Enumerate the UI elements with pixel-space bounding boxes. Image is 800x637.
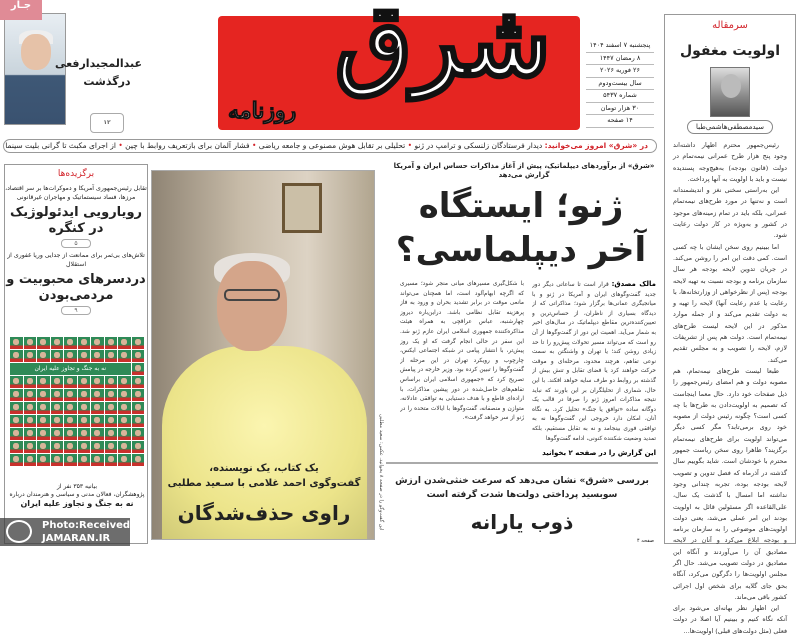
signatory-portrait xyxy=(105,402,118,414)
page-ref: صفحه ۴ xyxy=(637,538,654,544)
signatory-portrait xyxy=(37,415,50,427)
signatory-portrait xyxy=(10,441,23,453)
feature-photo xyxy=(151,170,375,540)
signatory-portrait xyxy=(64,337,77,349)
issue-number: شماره ۵۴۳۷ xyxy=(586,90,654,103)
in-this-issue-ticker: در «شرق» امروز می‌خوانید: دیدار فرستادگان زلنسکی و ترامپ در ژنو • تحلیلی بر تقابل هوش مصنوعی و جامعه ریاضی • فشار آلمان برای بازتعریف روابط با چین • از اجرای مکبث تا گرانی بلیت سینما xyxy=(3,139,657,153)
signatory-portrait xyxy=(118,389,131,401)
ticker-item[interactable]: از اجرای مکبث تا گرانی بلیت سینما xyxy=(5,141,116,150)
signatory-portrait xyxy=(105,337,118,349)
lead-headline[interactable]: ژنو؛ ایستگاه آخر دیپلماسی؟ xyxy=(395,186,647,270)
lead-column-2: با شکل‌گیری مسیرهای میانی منجر شود؛ مسیری که اگرچه ابهام‌آلود است، اما همچنان می‌تواند مانعی موقت در برابر تشدید بحران و ورود به فاز پرهزینه تقابل نظامی باشد. دراین‌باره دیروز چهارشنبه، عباس عراقچی به همراه هیئت مذاکره‌کننده جمهوری اسلامی ایران عازم ژنو شد. این سفر در حالی انجام گرفت که او یک روز پیش‌تر، با انتشار پیامی در شبکه اجتماعی ایکس، چارچوب و رویکرد تهران در این مرحله از گفت‌وگوها را تبیین کرده بود. وزیر خارجه در پیامش تصریح کرد که «جمهوری اسلامی ایران براساس تفاهم‌های حاصل‌شده در دور پیشین مذاکرات، با اراده‌ای قاطع و با هدف دستیابی به توافقی عادلانه، متوازن و منصفانه، گفت‌وگوها با ایالات متحده را در ژنو از سر خواهد گرفت». xyxy=(400,281,524,422)
page-ref: ۱۲ xyxy=(90,113,124,133)
signatory-portrait xyxy=(64,441,77,453)
lead-body xyxy=(400,280,656,446)
editorial-kicker: سرمقاله xyxy=(712,20,748,31)
signatory-portrait xyxy=(132,389,145,401)
signatory-portrait xyxy=(64,415,77,427)
signatory-portrait xyxy=(78,454,91,466)
date-persian: پنجشنبه ۷ اسفند ۱۴۰۴ xyxy=(586,40,654,53)
author-photo xyxy=(710,67,750,117)
signatory-portrait xyxy=(105,376,118,388)
signatory-portrait xyxy=(51,454,64,466)
signatory-portrait xyxy=(24,389,37,401)
signatory-portrait xyxy=(78,428,91,440)
signatory-portrait xyxy=(10,389,23,401)
issue-date-block xyxy=(586,40,654,128)
signatory-portrait xyxy=(24,376,37,388)
page-ref: ۹ xyxy=(61,306,91,315)
signatory-portrait xyxy=(78,350,91,362)
signatory-portrait xyxy=(105,441,118,453)
signatory-portrait xyxy=(105,428,118,440)
ticker-item[interactable]: تحلیلی بر تقابل هوش مصنوعی و جامعه ریاضی xyxy=(258,141,406,150)
highlights-kicker: برگزیده‌ها xyxy=(57,169,95,179)
signatory-portrait xyxy=(91,389,104,401)
signatory-portrait xyxy=(78,402,91,414)
editorial-column xyxy=(664,14,796,635)
signatory-portrait xyxy=(132,428,145,440)
signatory-portrait xyxy=(24,454,37,466)
signatory-portrait xyxy=(37,454,50,466)
signatory-portrait xyxy=(51,428,64,440)
ticker-item[interactable]: فشار آلمان برای بازتعریف روابط با چین xyxy=(125,141,250,150)
signatory-portrait xyxy=(91,428,104,440)
signatory-portrait xyxy=(132,376,145,388)
signatory-portrait xyxy=(78,376,91,388)
signatory-portrait xyxy=(132,441,145,453)
editorial-title[interactable]: اولویت مغفول xyxy=(679,43,781,59)
signatory-portrait xyxy=(118,402,131,414)
watermark: Photo:Received JAMARAN.IR xyxy=(0,518,130,546)
signatory-portrait xyxy=(37,376,50,388)
lead-byline: مالک مصدق: xyxy=(611,280,656,288)
masthead-logo: شرق روزنامه xyxy=(218,16,580,130)
lead-kicker: «شرق» از برآوردهای دیپلماتیک، پیش از آغاز مذاکرات حساس ایران و آمریکا گزارش می‌دهد xyxy=(393,162,655,179)
signatory-portrait xyxy=(37,441,50,453)
signatory-portrait xyxy=(10,415,23,427)
signatory-portrait xyxy=(91,337,104,349)
signatory-portrait xyxy=(105,415,118,427)
date-hijri: ۸ رمضان ۱۴۴۷ xyxy=(586,53,654,66)
signatory-portrait xyxy=(37,350,50,362)
subsidy-story xyxy=(386,462,658,546)
highlights-column: برگزیده‌ها تقابل رئیس‌جمهوری آمریکا و دموکرات‌ها بر سر اقتصاد، مرزها، فساد سیستماتیک و مهاجران غیرقانونی رویارویی ایدئولوژیک در کنگره ۵ تلاش‌های بی‌ثمر برای ممانعت از جدایی وریا غفوری از استقلال دردسرهای محبوبیت و مردمی‌بودن ۹ نه به جنگ و تجاوز علیه ایران بیانیه ۳۵۳ نفر از پژوهشگران، فعالان مدنی و سیاسی و هنرمندان درباره نه به جنگ و تجاوز علیه ایران xyxy=(4,164,148,544)
signatory-portrait xyxy=(24,350,37,362)
signatory-portrait xyxy=(64,376,77,388)
signatory-portrait xyxy=(105,350,118,362)
signatory-portrait xyxy=(10,337,23,349)
signatory-portrait xyxy=(37,337,50,349)
signatory-portrait xyxy=(118,454,131,466)
signatory-portrait xyxy=(51,389,64,401)
feature-kicker: یک کتاب، یک نویسنده، گفت‌وگوی احمد غلامی با سـعید مطلبی xyxy=(167,463,361,489)
subsidy-kicker: بررسی «شرق» نشان می‌دهد که سرعت خنثی‌شدن ارزش سوبسید پرداختی دولت‌ها شدت گرفته است xyxy=(395,476,649,500)
signatory-portrait xyxy=(51,441,64,453)
highlight-headline-1[interactable]: رویارویی ایدئولوژیک در کنگره xyxy=(9,205,143,236)
signatory-portrait xyxy=(37,428,50,440)
signatory-portrait xyxy=(78,389,91,401)
signatory-portrait xyxy=(51,350,64,362)
signatory-portrait xyxy=(132,337,145,349)
obituary-headline[interactable]: عبدالمجیدارفعی درگذشت ۱۲ xyxy=(72,55,142,133)
signatory-portrait xyxy=(91,441,104,453)
feature-headline[interactable]: راوی حذف‌شدگان xyxy=(177,501,351,525)
subsidy-headline[interactable]: ذوب یارانه xyxy=(470,510,574,534)
signatory-portrait xyxy=(118,337,131,349)
signatory-portrait xyxy=(10,428,23,440)
page-count: ۱۴ صفحه xyxy=(586,115,654,128)
signatories-photo-grid xyxy=(10,337,144,466)
author-name: سیدمصطفی‌هاشمی‌طبا xyxy=(687,120,773,134)
signatory-portrait xyxy=(37,402,50,414)
photo-credit: این گفت‌وگو را در صفحه ۸ بخوانید. عکس: سعید مطلبی xyxy=(378,413,384,530)
signatory-portrait xyxy=(91,376,104,388)
signatory-portrait xyxy=(51,337,64,349)
signatory-portrait xyxy=(24,415,37,427)
lead-column-1: مالک مصدق: قرار است تا ساعاتی دیگر دور جدید گفت‌وگوهای ایران و آمریکا در ژنو و با میانجیگری عمانی‌ها برگزار شود؛ مذاکراتی که از دیدگاه بسیاری از ناظران، از حساس‌ترین و تعیین‌کننده‌ترین مقاطع دیپلماتیک در سال‌های اخیر به شمار می‌آید. اهمیت این دور از گفت‌وگوها از آن رو است که می‌تواند مسیر تحولات پیش‌رو را تا حد زیادی روشن کند؛ یا تهران و واشنگتن به سمت نوعی تفاهم، هرچند محدود، مرحله‌ای و موقت حرکت خواهند کرد یا فضای تقابل و تنش بیش از گذشته بر روابط دو طرف سایه خواهد افکند. با این حال، شماری از تحلیلگران بر این باورند که نباید نتیجه مذاکرات امروز ژنو را صرفا در قالب یک دوگانه ساده «توافق یا جنگ» تحلیل کرد. به نگاه آنان، امکان دارد خروجی این گفت‌وگوها نه به توافقی فوری بینجامد و نه به تقابل مستقیم، بلکه تمدید وضعیت شکننده کنونی، ادامه گفت‌وگوها xyxy=(532,280,656,442)
signatory-portrait xyxy=(132,454,145,466)
signatory-portrait xyxy=(51,376,64,388)
signatory-portrait xyxy=(91,402,104,414)
signatory-portrait xyxy=(64,350,77,362)
signatory-portrait xyxy=(51,415,64,427)
signatory-portrait xyxy=(64,389,77,401)
signatory-portrait xyxy=(118,376,131,388)
signatory-portrait xyxy=(24,428,37,440)
signatory-portrait xyxy=(78,337,91,349)
signatory-portrait xyxy=(10,454,23,466)
signatory-portrait xyxy=(118,415,131,427)
statement-banner: نه به جنگ و تجاوز علیه ایران xyxy=(10,363,131,375)
highlight-headline-2[interactable]: دردسرهای محبوبیت و مردمی‌بودن xyxy=(6,272,146,303)
statement-caption: بیانیه ۳۵۳ نفر از پژوهشگران، فعالان مدنی و سیاسی و هنرمندان درباره نه به جنگ و تجاوز علیه ایران xyxy=(9,483,145,508)
signatory-portrait xyxy=(91,415,104,427)
signatory-portrait xyxy=(64,428,77,440)
signatory-portrait xyxy=(91,454,104,466)
date-gregorian: ۲۶ فوریه ۲۰۲۶ xyxy=(586,65,654,78)
signatory-portrait xyxy=(24,337,37,349)
volume: سال بیست‌ودوم xyxy=(586,78,654,91)
signatory-portrait xyxy=(64,402,77,414)
signatory-portrait xyxy=(24,402,37,414)
signatory-portrait xyxy=(105,454,118,466)
signatory-portrait xyxy=(24,441,37,453)
jamaran-logo xyxy=(6,520,32,543)
signatory-portrait xyxy=(118,350,131,362)
signatory-portrait xyxy=(91,350,104,362)
signatory-portrait xyxy=(105,389,118,401)
signatory-portrait xyxy=(132,415,145,427)
signatory-portrait xyxy=(118,441,131,453)
jaar-ribbon: جـار xyxy=(0,0,42,20)
continued-link[interactable]: این گزارش را در صفحه ۲ بخوانید xyxy=(542,449,656,457)
signatory-portrait xyxy=(10,402,23,414)
signatory-portrait xyxy=(78,415,91,427)
signatory-portrait xyxy=(64,454,77,466)
signatory-portrait xyxy=(132,402,145,414)
signatory-portrait xyxy=(78,441,91,453)
signatory-portrait xyxy=(10,376,23,388)
wall-clock xyxy=(282,183,322,233)
page-ref: ۵ xyxy=(61,239,91,248)
signatory-portrait xyxy=(37,389,50,401)
signatory-portrait xyxy=(132,350,145,362)
price: ۳۰ هزار تومان xyxy=(586,103,654,116)
signatory-portrait xyxy=(118,428,131,440)
signatory-portrait xyxy=(132,363,145,375)
signatory-portrait xyxy=(51,402,64,414)
editorial-body: رئیس‌جمهور محترم اظهار داشته‌اند وجود پنج هزار طرح عمرانی نیمه‌تمام در دولت (قانون بودجه) به‌هیچ‌وجه پسندیده نیست و باید با اولویت به آنها پرداخت. این به‌راستی سخنی نغز و اندیشمندانه است و نه‌تنها در مورد طرح‌های نیمه‌تمام عمرانی، بلکه باید در تمام زمینه‌های موجود در کشور و به‌ویژه در کار دولت رعایت شود. اما ببینیم روی سخن ایشان با چه کسی است. کمی دقت این امر را روشن می‌کند. در جریان تدوین لایحه بودجه هر سال سازمان برنامه و بودجه نسبت به تهیه لایحه بودجه (پس از نظرخواهی از وزارتخانه‌ها، با رعایت یا عدم رعایت آنها) لایحه را تهیه و به دولت تقدیم می‌کند و از جمله موارد مذکور در این لایحه لیست طرح‌های نیمه‌تمام است. دولت هم پس از تشریفات لازم، لایحه را تصویب و به مجلس تقدیم می‌کند. طبعا لیست طرح‌های نیمه‌تمام، هم مصوبه دولت و هم امضای رئیس‌جمهور را ذیل صفحات خود دارد. حال معما اینجاست که تصمیم به اولویت‌دادن به طرح‌ها با چه کسی است؟ چگونه رئیس دولت از مصوبه خود روی برمی‌تابد؟ مگر کسی دیگر می‌تواند اولویت برای طرح‌های نیمه‌تمام برگزیند؟ ظاهرا روی سخن ریاست جمهور محترم با خودشان است. شاید بگوییم سال گذشته در آذرماه که فصل تدوین و تصویب لایحه بودجه بوده، تجربه چندانی وجود نداشته اما امسال با گذشت یک سال، علی‌القاعده اگر مسئولین قائل به اولویت بودند این امر عملی می‌شد، یعنی دولت اولویت‌های موضوعی را به سازمان برنامه و بودجه ابلاغ می‌کرد و آنان در لایحه مصادیق آن را می‌آوردند و آنگاه این مصادیق در دولت تصویب می‌شد. حال اگر مجلس اولویت‌ها را دگرگون می‌کرد، آنگاه بحق جای گلایه برای شخص اول اجرائی کشور باقی می‌ماند. این اظهار نظر بهانه‌ای می‌شود برای آنکه نگاه کنیم و ببینیم آیا اصلا در دولت فعلی (مثل دولت‌های قبلی) اولویت‌ها... xyxy=(673,141,787,635)
ticker-item[interactable]: دیدار فرستادگان زلنسکی و ترامپ در ژنو xyxy=(414,141,543,150)
signatory-portrait xyxy=(10,350,23,362)
